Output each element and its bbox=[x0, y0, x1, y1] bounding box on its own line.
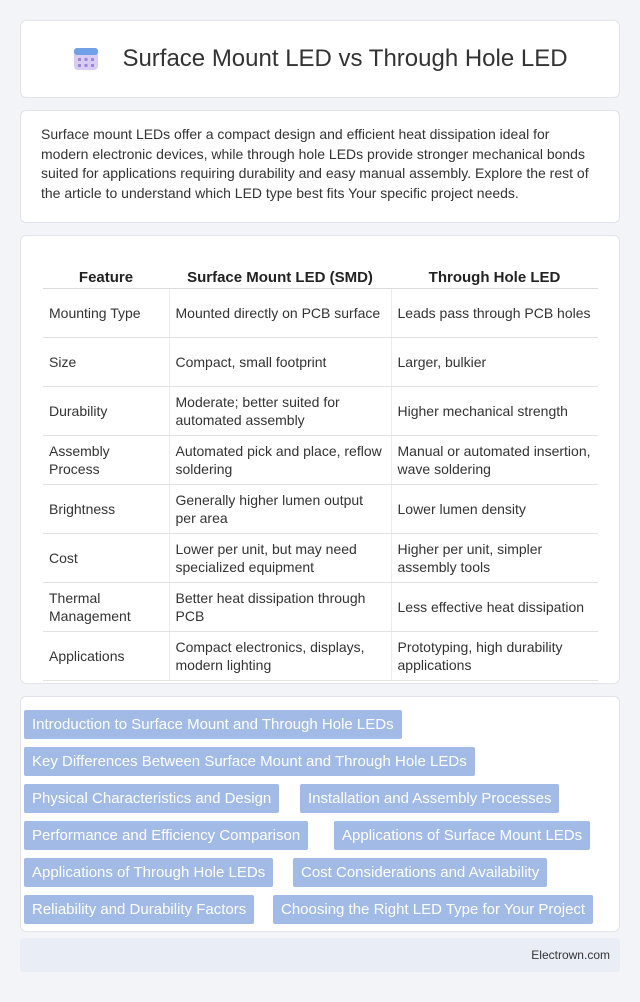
related-link[interactable]: Choosing the Right LED Type for Your Project bbox=[273, 895, 593, 924]
table-cell: Higher mechanical strength bbox=[391, 387, 598, 436]
table-row bbox=[43, 632, 598, 681]
table-cell: Prototyping, high durability applications bbox=[391, 632, 598, 681]
table-row bbox=[43, 485, 598, 534]
table-row bbox=[43, 289, 598, 338]
calendar-grid-icon bbox=[72, 45, 100, 73]
related-link[interactable]: Key Differences Between Surface Mount and Through Hole LEDs bbox=[24, 747, 475, 776]
related-link[interactable]: Applications of Through Hole LEDs bbox=[24, 858, 273, 887]
table-row bbox=[43, 436, 598, 485]
related-link[interactable]: Reliability and Durability Factors bbox=[24, 895, 254, 924]
table-cell: Thermal Management bbox=[43, 583, 169, 632]
table-cell: Brightness bbox=[43, 485, 169, 534]
table-row bbox=[43, 534, 598, 583]
table-cell: Automated pick and place, reflow soldering bbox=[169, 436, 391, 485]
table-cell: Lower per unit, but may need specialized equipment bbox=[169, 534, 391, 583]
related-link[interactable]: Performance and Efficiency Comparison bbox=[24, 821, 308, 850]
table-cell: Lower lumen density bbox=[391, 485, 598, 534]
intro-text: Surface mount LEDs offer a compact design and efficient heat dissipation ideal for modern electronic devices, while through hole LEDs provide stronger mechanical bonds suited for applications requiring durability and easy manual assembly. Explore the rest of the article to understand which LED type best fits Your specific project needs. bbox=[41, 126, 589, 201]
comparison-table-card bbox=[20, 235, 620, 684]
related-link[interactable]: Applications of Surface Mount LEDs bbox=[334, 821, 590, 850]
table-row bbox=[43, 583, 598, 632]
table-cell: Moderate; better suited for automated assembly bbox=[169, 387, 391, 436]
intro-card bbox=[20, 110, 620, 223]
table-cell: Durability bbox=[43, 387, 169, 436]
related-link[interactable]: Cost Considerations and Availability bbox=[293, 858, 547, 887]
table-header-row bbox=[43, 265, 598, 289]
table-cell: Applications bbox=[43, 632, 169, 681]
table-cell: Assembly Process bbox=[43, 436, 169, 485]
related-links-card bbox=[20, 696, 620, 932]
header-card bbox=[20, 20, 620, 98]
comparison-table bbox=[43, 265, 598, 681]
table-cell: Higher per unit, simpler assembly tools bbox=[391, 534, 598, 583]
related-links bbox=[21, 710, 619, 930]
page-title: Surface Mount LED vs Through Hole LED bbox=[122, 45, 568, 72]
table-cell: Cost bbox=[43, 534, 169, 583]
table-row bbox=[43, 387, 598, 436]
table-header-cell: Surface Mount LED (SMD) bbox=[169, 265, 391, 289]
related-link[interactable]: Physical Characteristics and Design bbox=[24, 784, 279, 813]
table-row bbox=[43, 338, 598, 387]
table-cell: Less effective heat dissipation bbox=[391, 583, 598, 632]
table-cell: Compact electronics, displays, modern lighting bbox=[169, 632, 391, 681]
table-cell: Larger, bulkier bbox=[391, 338, 598, 387]
table-cell: Generally higher lumen output per area bbox=[169, 485, 391, 534]
table-header-cell: Through Hole LED bbox=[391, 265, 598, 289]
footer bbox=[20, 938, 620, 972]
table-cell: Manual or automated insertion, wave soldering bbox=[391, 436, 598, 485]
related-link[interactable]: Introduction to Surface Mount and Through Hole LEDs bbox=[24, 710, 402, 739]
table-cell: Better heat dissipation through PCB bbox=[169, 583, 391, 632]
table-cell: Leads pass through PCB holes bbox=[391, 289, 598, 338]
table-cell: Mounting Type bbox=[43, 289, 169, 338]
table-cell: Size bbox=[43, 338, 169, 387]
table-cell: Compact, small footprint bbox=[169, 338, 391, 387]
table-cell: Mounted directly on PCB surface bbox=[169, 289, 391, 338]
footer-site: Electrown.com bbox=[531, 948, 610, 962]
related-link[interactable]: Installation and Assembly Processes bbox=[300, 784, 559, 813]
table-header-cell: Feature bbox=[43, 265, 169, 289]
